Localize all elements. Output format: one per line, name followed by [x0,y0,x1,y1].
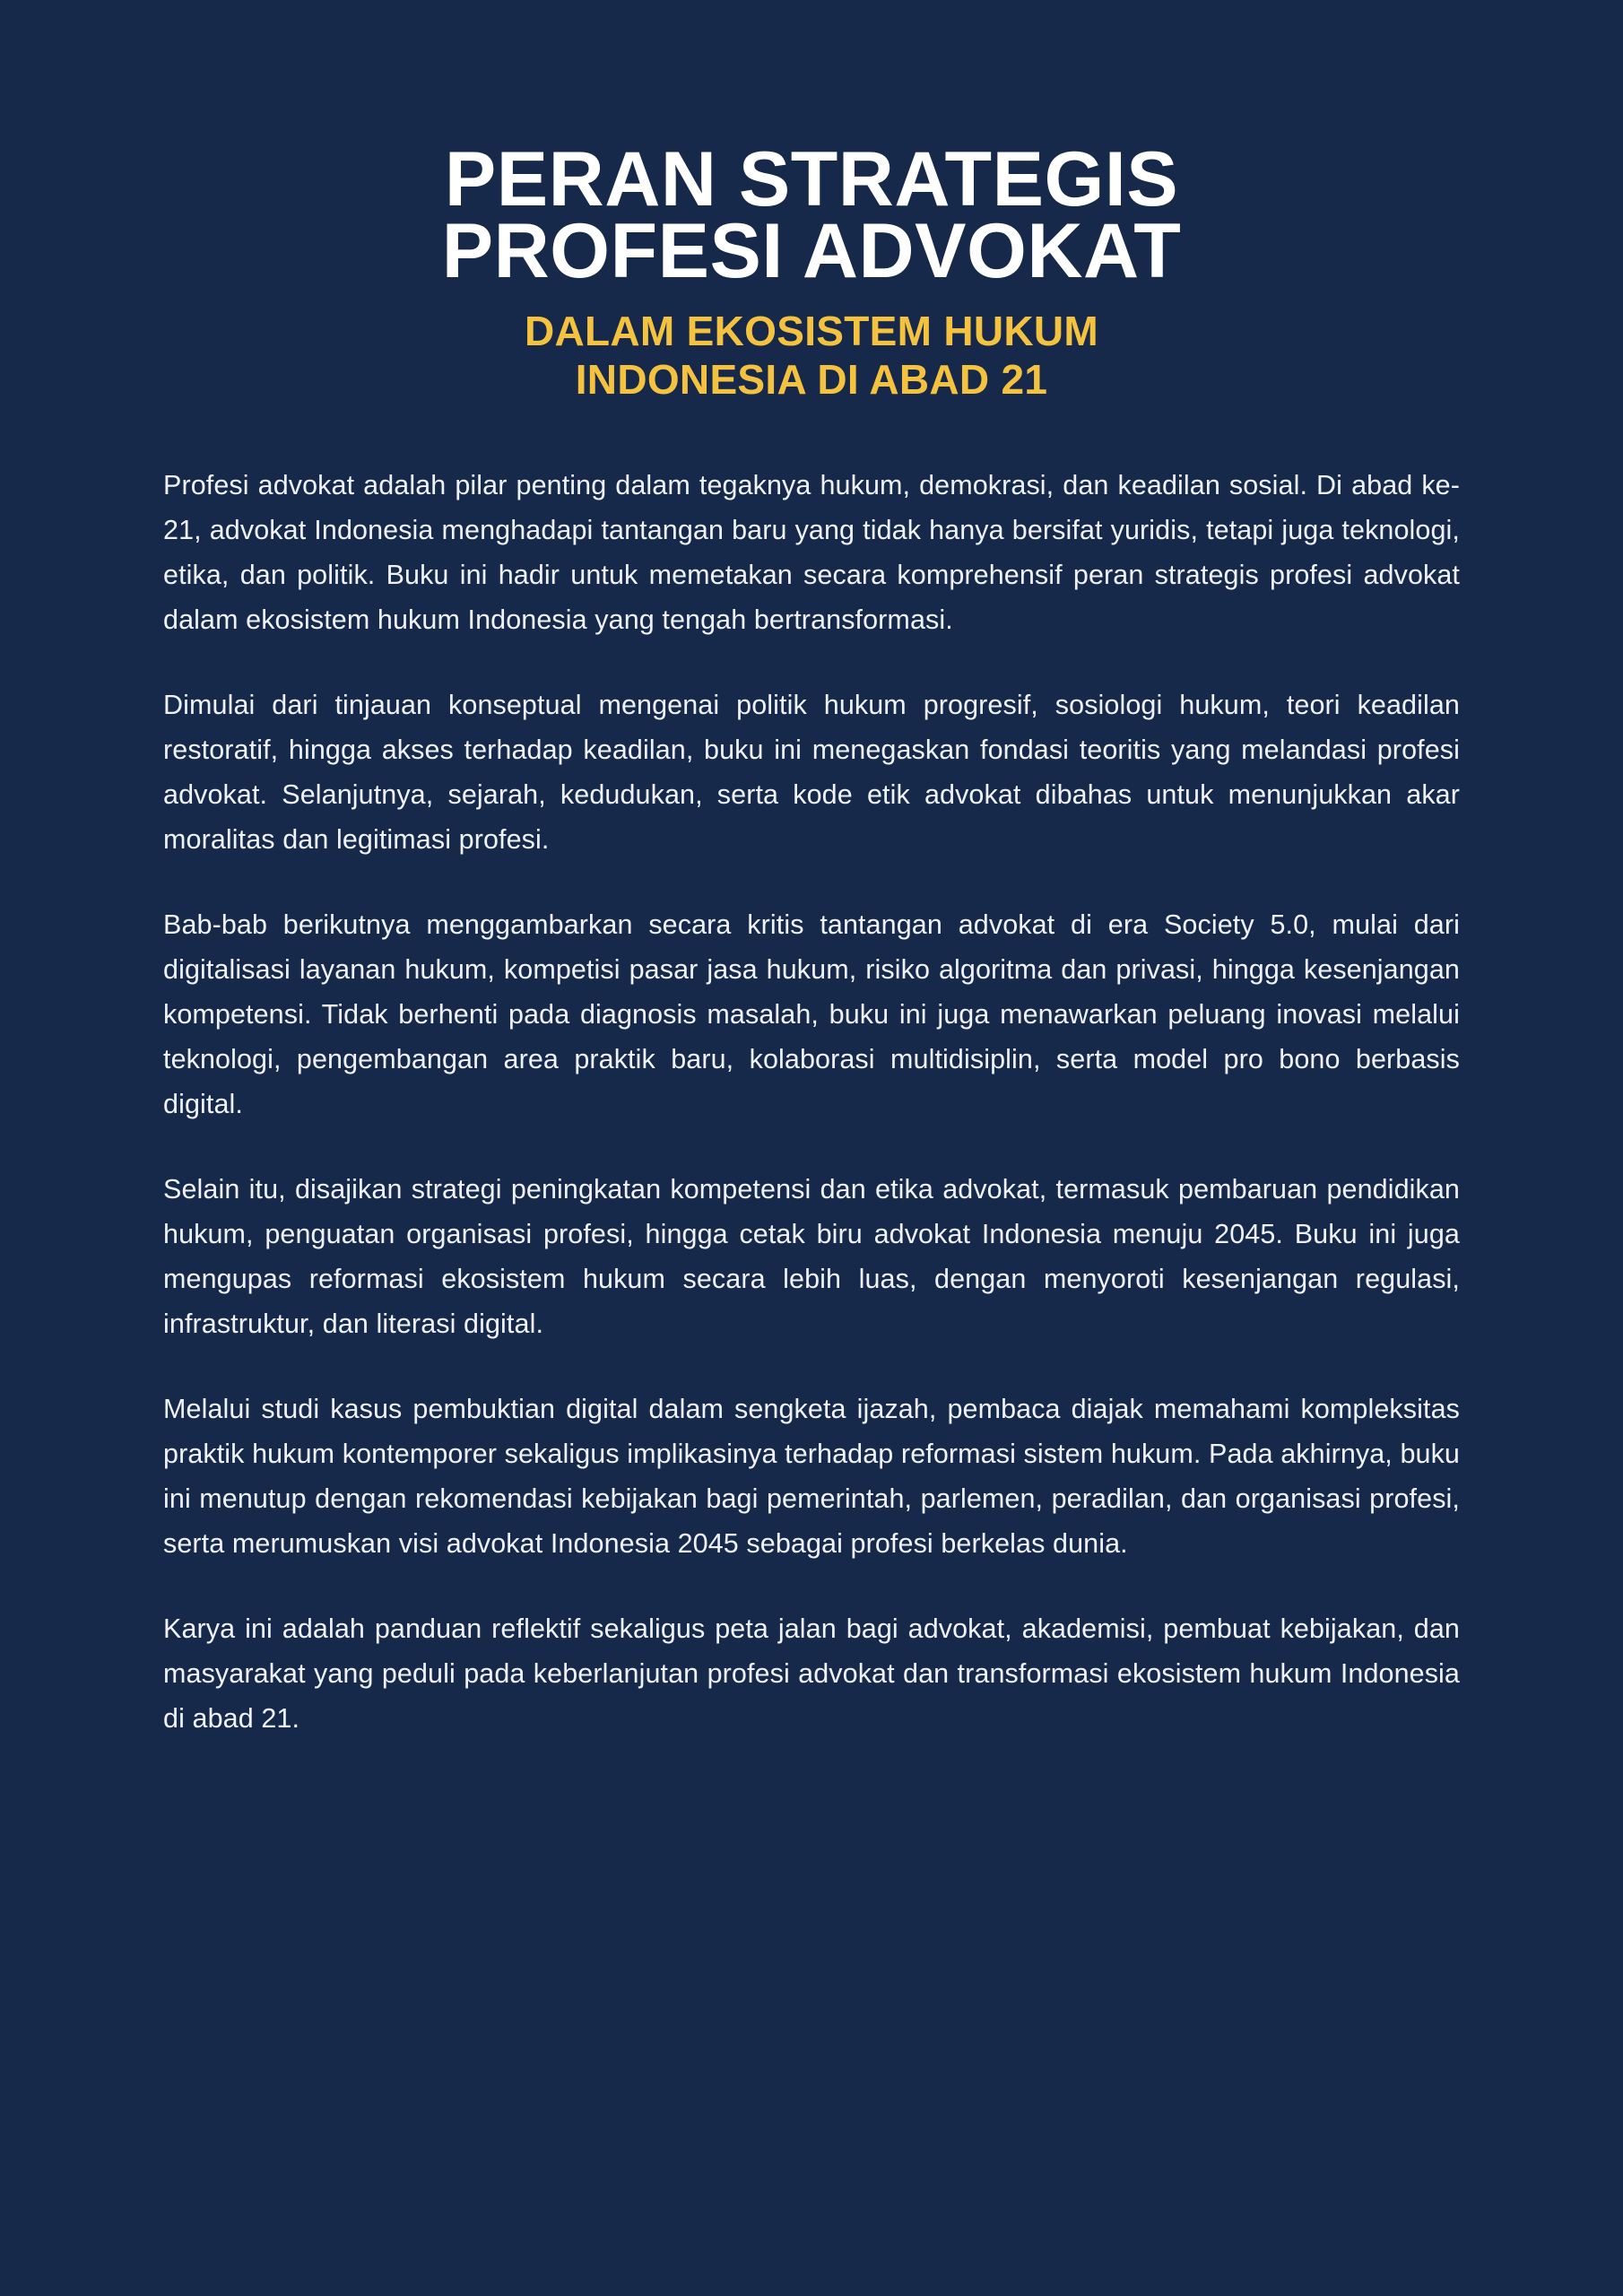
page-subtitle [161,307,1462,404]
blurb-paragraph-6: Karya ini adalah panduan reflektif sekaligus peta jalan bagi advokat, akademisi, pembuat kebijakan, dan masyarakat yang peduli pada keberlanjutan profesi advokat dan transformasi ekosistem hukum Indonesia di abad 21. [163,1613,1460,1734]
blurb-paragraph-5: Melalui studi kasus pembuktian digital dalam sengketa ijazah, pembaca diajak memahami kompleksitas praktik hukum kontemporer sekaligus implikasinya terhadap reformasi sistem hukum. Pada akhirnya, buku ini menutup dengan rekomendasi kebijakan bagi pemerintah, parlemen, peradilan, dan organisasi profesi, serta merumuskan visi advokat Indonesia 2045 sebagai profesi berkelas dunia. [163,1394,1460,1559]
page-title-line-1: PERAN STRATEGIS [444,136,1179,222]
blurb-paragraph-3: Bab-bab berikutnya menggambarkan secara kritis tantangan advokat di era Society 5.0, mulai dari digitalisasi layanan hukum, kompetisi pasar jasa hukum, risiko algoritma dan privasi, hingga kesenjangan kompetensi. Tidak berhenti pada diagnosis masalah, buku ini juga menawarkan peluang inovasi melalui teknologi, pengembangan area praktik baru, kolaborasi multidisiplin, serta model pro bono berbasis digital. [163,909,1460,1119]
blurb-body [163,463,1460,1741]
blurb-paragraph-1: Profesi advokat adalah pilar penting dalam tegaknya hukum, demokrasi, dan keadilan sosial. Di abad ke-21, advokat Indonesia menghadapi tantangan baru yang tidak hanya bersifat yuridis, tetapi juga teknologi, etika, dan politik. Buku ini hadir untuk memetakan secara komprehensif peran strategis profesi advokat dalam ekosistem hukum Indonesia yang tengah bertransformasi. [163,470,1460,635]
blurb-paragraph-2: Dimulai dari tinjauan konseptual mengenai politik hukum progresif, sosiologi hukum, teori keadilan restoratif, hingga akses terhadap keadilan, buku ini menegaskan fondasi teoritis yang melandasi profesi advokat. Selanjutnya, sejarah, kedudukan, serta kode etik advokat dibahas untuk menunjukkan akar moralitas dan legitimasi profesi. [163,690,1460,855]
page-title-line-2: PROFESI ADVOKAT [441,208,1182,294]
blurb-paragraph-4: Selain itu, disajikan strategi peningkatan kompetensi dan etika advokat, termasuk pembaruan pendidikan hukum, penguatan organisasi profesi, hingga cetak biru advokat Indonesia menuju 2045. Buku ini juga mengupas reformasi ekosistem hukum secara lebih luas, dengan menyoroti kesenjangan regulasi, infrastruktur, dan literasi digital. [163,1174,1460,1339]
page-title [161,136,1462,294]
title-block [0,0,1623,404]
page-subtitle-line-1: DALAM EKOSISTEM HUKUM [524,308,1099,354]
page-subtitle-line-2: INDONESIA DI ABAD 21 [575,356,1048,403]
